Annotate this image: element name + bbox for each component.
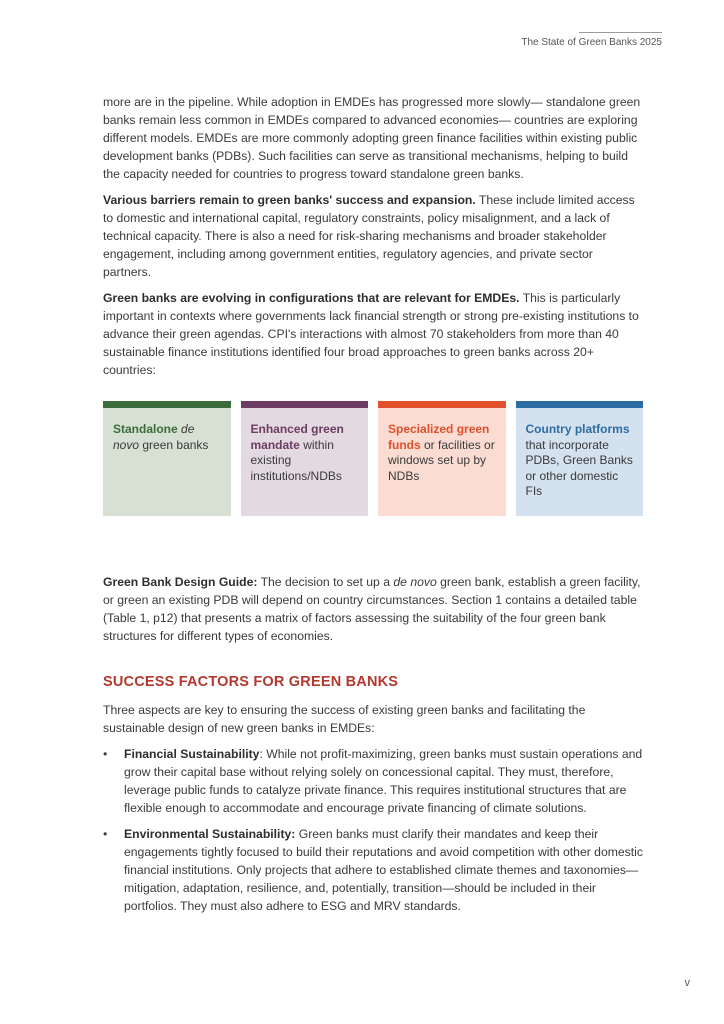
list-item-environmental-text: Green banks must clarify their mandates and keep their engagements tightly focused to build their reputations and avoid competition with other domestic financial institutions. Only projects that adhere to established climate themes and taxonomies—mitigation, adaptation, resilience, and, potentially, transition—should be included in their portfolios. They must also adhere to ESG and MRV standards. — [124, 827, 643, 913]
header-rule — [579, 32, 662, 33]
section-intro: Three aspects are key to ensuring the success of existing green banks and facilitating the sustainable design of new green banks in EMDEs: — [103, 703, 586, 735]
box-enhanced-mandate-bold: Enhanced green mandate — [250, 422, 344, 452]
design-guide-text-1: The decision to set up a — [257, 575, 394, 589]
box-specialized-funds-bold: Specialized green funds — [388, 422, 490, 452]
paragraph-pipeline: more are in the pipeline. While adoption in EMDEs has progressed more slowly— standalone green banks remain less common in EMDEs compared to advanced economies— countries are exploring different models. EMDEs are more commonly adopting green finance facilities within existing public development banks (PDBs). Such facilities can serve as transitional mechanisms, helping to build the capacity needed for countries to progress toward standalone green banks. — [103, 95, 641, 181]
box-specialized-funds — [378, 401, 506, 516]
bullet-marker: • — [103, 827, 108, 841]
page-body — [103, 93, 643, 923]
approaches-boxes — [103, 401, 643, 516]
paragraph-configurations-lead: Green banks are evolving in configurations that are relevant for EMDEs. — [103, 291, 520, 305]
box-specialized-funds-text: or facilities or windows set up by NDBs — [388, 437, 495, 483]
bullet-marker: • — [103, 747, 108, 761]
design-guide-italic: de novo — [393, 575, 437, 589]
paragraph-configurations-text: This is particularly important in contexts where governments lack financial strength or strong pre-existing institutions to advance their green agendas. CPI's interactions with almost 70 stakeholders from more than 40 sustainable finance institutions identified four broad approaches to green banks across 20+ countries: — [103, 291, 639, 377]
box-country-platforms-text: that incorporate PDBs, Green Banks or other domestic FIs — [525, 437, 633, 498]
list-item-environmental-lead: Environmental Sustainability: — [124, 827, 296, 841]
box-standalone-text: green banks — [139, 437, 209, 452]
list-item-financial-lead: Financial Sustainability — [124, 747, 260, 761]
box-standalone-italic: de novo — [113, 422, 195, 452]
list-item-environmental — [103, 825, 643, 915]
design-guide-text-2: green bank, establish a green facility, or green an existing PDB will depend on country circumstances. Section 1 contains a detailed table (Table 1, p12) that presents a matrix of factors assessing the suitability of the four green bank structures for different types of economies. — [103, 575, 641, 643]
list-item-financial-text: : While not profit-maximizing, green banks must sustain operations and grow their capital base without relying solely on concessional capital. They must, therefore, leverage public funds to catalyze private finance. This requires institutional structures that are flexible enough to accommodate and encourage private financing of climate solutions. — [124, 747, 643, 815]
paragraph-configurations — [103, 289, 643, 379]
design-guide-paragraph — [103, 573, 643, 645]
paragraph-barriers-text: These include limited access to domestic and international capital, regulatory constraints, policy misalignment, and a lack of technical capacity. There is also a need for risk-sharing mechanisms and broader stakeholder engagement, including among government entities, regulatory agencies, and private sector partners. — [103, 193, 635, 279]
page-number: v — [684, 977, 690, 989]
paragraph-barriers — [103, 191, 643, 281]
list-item-financial — [103, 745, 643, 817]
success-factors-list — [103, 745, 643, 915]
box-country-platforms-bold: Country platforms — [525, 422, 630, 436]
design-guide-lead: Green Bank Design Guide: — [103, 575, 258, 589]
running-header: The State of Green Banks 2025 — [521, 37, 662, 48]
paragraph-barriers-lead: Various barriers remain to green banks' success and expansion. — [103, 193, 476, 207]
section-heading: SUCCESS FACTORS FOR GREEN BANKS — [103, 674, 399, 690]
box-country-platforms — [516, 401, 644, 516]
box-enhanced-mandate — [241, 401, 369, 516]
box-standalone-bold: Standalone — [113, 422, 178, 436]
box-standalone — [103, 401, 231, 516]
box-enhanced-mandate-text: within existing institutions/NDBs — [250, 437, 342, 483]
